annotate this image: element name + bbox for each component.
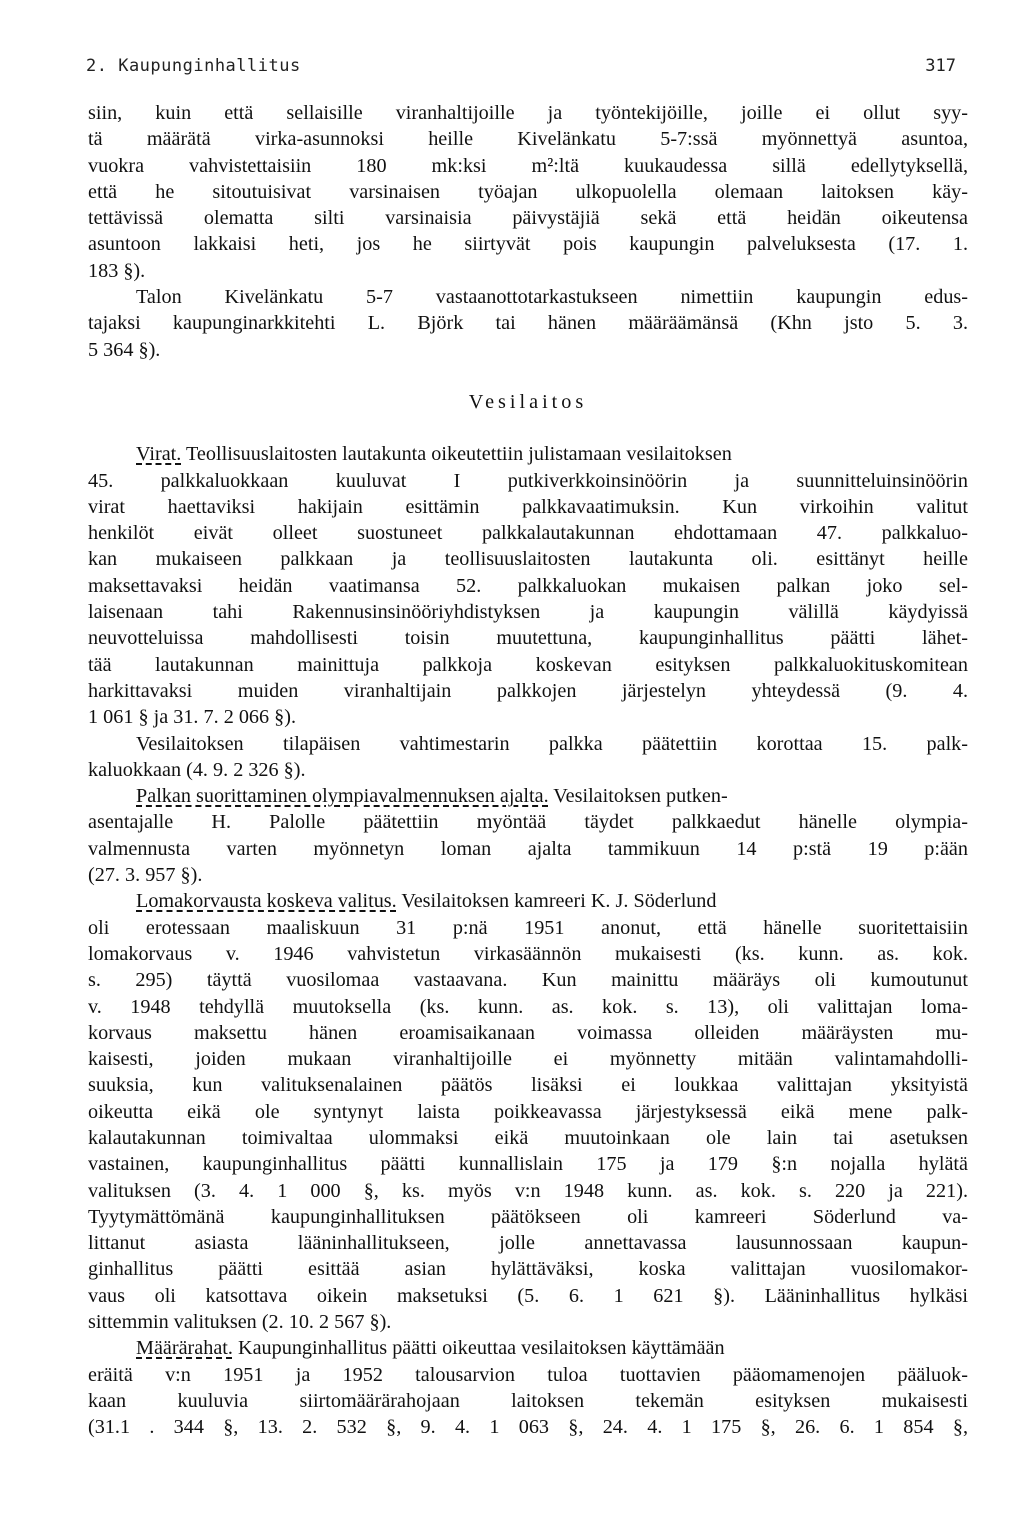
text-line: harkittavaksi muiden viranhaltijain palkkojen järjestelyn yhteydessä (9. 4. — [88, 679, 968, 702]
text-line: neuvotteluissa mahdollisesti toisin muutettuna, kaupunginhallitus päätti lähet- — [88, 627, 968, 650]
paragraph-palkan — [88, 783, 968, 888]
text-line: littanut asiasta lääninhallitukseen, jolle annettavassa lausunnossaan kaupun- — [88, 1232, 968, 1255]
running-head: 2. Kaupunginhallitus — [86, 56, 301, 76]
text-line — [88, 888, 968, 914]
paragraph-inspection — [88, 284, 968, 363]
page-body — [88, 100, 968, 1441]
text-line: lomakorvaus v. 1946 vahvistetun virkasäännön mukaisesti (ks. kunn. as. kok. — [88, 942, 968, 965]
text-line: kaisesti, joiden mukaan viranhaltijoille ei myönnetty mitään valintamahdolli- — [88, 1048, 968, 1071]
text-line: maksettavaksi heidän vaatimansa 52. palkkaluokan mukaisen palkan joko sel- — [88, 574, 968, 597]
text-line: eräitä v:n 1951 ja 1952 talousarvion tuloa tuottavien pääomamenojen pääluok- — [88, 1363, 968, 1386]
text-line: tajaksi kaupunginarkkitehti L. Björk tai hänen määräämänsä (Khn jsto 5. 3. — [88, 312, 968, 335]
text-line: henkilöt eivät olleet suostuneet palkkalautakunnan ehdottamaan 47. palkkaluo- — [88, 522, 968, 545]
text-line — [88, 1335, 968, 1361]
text-line: virat haettaviksi hakijain esittämin palkkavaatimuksin. Kun virkoihin valitut — [88, 495, 968, 518]
text-line: sittemmin valituksen (2. 10. 2 567 §). — [88, 1311, 392, 1334]
paragraph-virat — [88, 441, 968, 730]
text-line: tettävissä olematta silti varsinaisia päivystäjiä sekä että heidän oikeutensa — [88, 207, 968, 230]
text-line: Tyytymättömänä kaupunginhallituksen päätökseen oli kamreeri Söderlund va- — [88, 1205, 968, 1228]
text-line: oli erotessaan maaliskuun 31 p:nä 1951 anonut, että hänelle suoritettaisiin — [88, 916, 968, 939]
text-line: korvaus maksettu hänen eroamisaikanaan voimassa olleiden määräysten mu- — [88, 1021, 968, 1044]
text-line: tää lautakunnan mainittuja palkkoja koskevan esityksen palkkaluokituskomitean — [88, 653, 968, 676]
text-line: kalautakunnan toimivaltaa ulommaksi eikä muutoinkaan ole lain tai asetuksen — [88, 1126, 968, 1149]
section-title: Vesilaitos — [468, 390, 588, 413]
paragraph-housing-rent — [88, 100, 968, 284]
text-line: että he sitoutuisivat varsinaisen työajan ulkopuolella olemaan laitoksen käy- — [88, 180, 968, 203]
text-line: vaus oli katsottava oikein maksetuksi (5. 6. 1 621 §). Lääninhallitus hylkäsi — [88, 1284, 968, 1307]
text-line: laisenaan tahi Rakennusinsinööriyhdistyksen ja kaupungin välillä käydyissä — [88, 601, 968, 624]
paragraph-heading: Määrärahat. — [136, 1337, 233, 1360]
text-line: vastainen, kaupunginhallitus päätti kunnallislain 175 ja 179 §:n nojalla hylätä — [88, 1153, 968, 1176]
text-line: ginhallitus päätti esittää asian hylättäväksi, koska valittajan vuosilomakor- — [88, 1258, 968, 1281]
text-line: s. 295) täyttä vuosilomaa vastaavana. Kun mainittu määräys oli kumoutunut — [88, 969, 968, 992]
paragraph-heading: Palkan suorittaminen olympiavalmennuksen ajalta. — [136, 785, 549, 808]
text-line: Talon Kivelänkatu 5-7 vastaanottotarkastukseen nimettiin kaupungin edus- — [136, 286, 968, 309]
heading-continuation: Teollisuuslaitosten lautakunta oikeutettiin julistamaan vesilaitoksen — [181, 443, 732, 466]
text-line: 1 061 § ja 31. 7. 2 066 §). — [88, 706, 297, 729]
text-line: asuntoon lakkaisi heti, jos he siirtyvät pois kaupungin palveluksesta (17. 1. — [88, 233, 968, 256]
text-line: 5 364 §). — [88, 338, 161, 361]
text-line: oikeutta eikä ole syntynyt laista poikkeavassa järjestyksessä eikä mene palk- — [88, 1100, 968, 1123]
paragraph-maararahat — [88, 1335, 968, 1440]
paragraph-lomakorvaus — [88, 888, 968, 1335]
text-line: kaan kuuluvia siirtomäärärahojaan laitoksen tekemän esityksen mukaisesti — [88, 1389, 968, 1412]
text-line: vuokra vahvistettaisiin 180 mk:ksi m²:ltä kuukaudessa sillä edellytyksellä, — [88, 154, 968, 177]
text-line: (27. 3. 957 §). — [88, 864, 203, 887]
paragraph-heading: Virat. — [136, 443, 182, 466]
heading-continuation: Vesilaitoksen putken- — [548, 785, 728, 808]
heading-continuation: Vesilaitoksen kamreeri K. J. Söderlund — [396, 890, 717, 913]
text-line: asentajalle H. Palolle päätettiin myöntää täydet palkkaedut hänelle olympia- — [88, 811, 968, 834]
text-line — [88, 441, 968, 467]
text-line: siin, kuin että sellaisille viranhaltijoille ja työntekijöille, joille ei ollut syy- — [88, 102, 968, 124]
text-line: tä määrätä virka-asunnoksi heille Kivelänkatu 5-7:ssä myönnettyä asuntoa, — [88, 128, 968, 151]
text-line: 45. palkkaluokkaan kuuluvat I putkiverkkoinsinöörin ja suunnitteluinsinöörin — [88, 469, 968, 492]
text-line: suuksia, kun valituksenalainen päätös lisäksi ei loukkaa valittajan yksityistä — [88, 1074, 968, 1097]
text-line: valmennusta varten myönnetyn loman ajalta tammikuun 14 p:stä 19 p:ään — [88, 837, 968, 860]
heading-continuation: Kaupunginhallitus päätti oikeuttaa vesilaitoksen käyttämään — [232, 1337, 725, 1360]
text-line: kaluokkaan (4. 9. 2 326 §). — [88, 758, 306, 781]
text-line: valituksen (3. 4. 1 000 §, ks. myös v:n 1948 kunn. as. kok. s. 220 ja 221). — [88, 1179, 968, 1202]
text-line: v. 1948 tehdyllä muutoksella (ks. kunn. as. kok. s. 13), oli valittajan loma- — [88, 995, 968, 1018]
paragraph-heading: Lomakorvausta koskeva valitus. — [136, 890, 397, 913]
text-line: 183 §). — [88, 259, 146, 282]
text-line — [88, 783, 968, 809]
page-header — [86, 56, 956, 84]
text-line: (31.1 . 344 §, 13. 2. 532 §, 9. 4. 1 063 §, 24. 4. 1 175 §, 26. 6. 1 854 §, — [88, 1416, 968, 1439]
page-number: 317 — [925, 56, 956, 76]
text-line: Vesilaitoksen tilapäisen vahtimestarin palkka päätettiin korottaa 15. palk- — [136, 732, 968, 755]
paragraph-vahtimestari — [88, 731, 968, 784]
text-line: kan mukaiseen palkkaan ja teollisuuslaitosten lautakunta oli. esittänyt heille — [88, 548, 968, 571]
